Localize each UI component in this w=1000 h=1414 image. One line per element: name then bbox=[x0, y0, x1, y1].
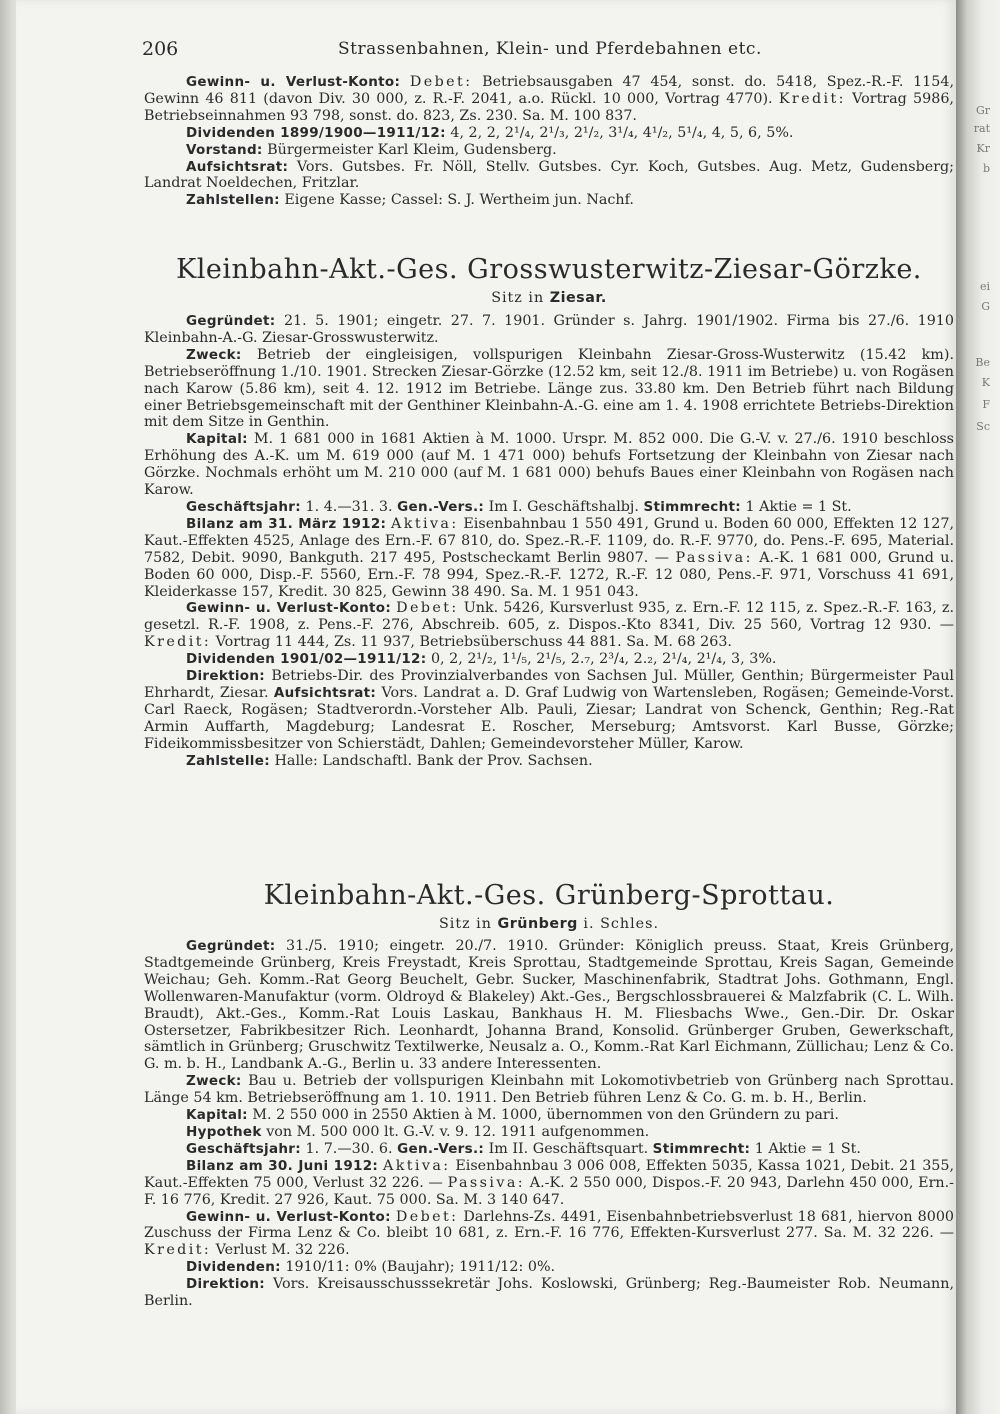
running-head: Strassenbahnen, Klein- und Pferdebahnen etc. bbox=[338, 39, 762, 59]
profit-loss-paragraph: Gewinn- u. Verlust-Konto: Debet: Unk. 5426, Kursverlust 935, z. Ern.-F. 12 115, z. Spez.-R.-F. 163, z. gesetzl. R.-F. 1908, z. Pens.-F. 276, Abschreib. 605, z. Dispos.-Kto 8341, Div. 25 560, Vortrag 12 930. — Kredit: Vortrag 11 444, Zs. 11 937, Betriebsüberschuss 44 881. Sa. M. 68 263. bbox=[144, 600, 954, 651]
margin-fragment: rat bbox=[973, 122, 990, 135]
margin-fragment: Kr bbox=[976, 142, 990, 155]
company-title: Kleinbahn-Akt.-Ges. Grosswusterwitz-Ziesar-Görzke. bbox=[176, 254, 922, 285]
founded-paragraph: Gegründet: 31./5. 1910; eingetr. 20./7. 1910. Gründer: Königlich preuss. Staat, Kreis Grünberg, Stadtgemeinde Grünberg, Kreis Freystadt, Kreis Sprottau, Stadtgemeinde Sprottau, Kreis Sagan, Gemeinde Weichau; Geh. Komm.-Rat Georg Beuchelt, Gebr. Sucker, Maschinenfabrik, Stadtrat Johs. Gothmann, Engl. Wollenwaren-Manufaktur (vorm. Oldroyd & Blakeley) Akt.-Ges., Bergschlossbrauerei & Malzfabrik (C. L. Wilh. Braudt), Akt.-Ges., Komm.-Rat Louis Laskau, Bankhaus H. M. Fliesbachs Wwe., Gen.-Dir. Dr. Oskar Ostersetzer, Fabrikbesitzer Rich. Leonhardt, Johanna Brand, Konsolid. Grünberger Gruben, Gewerkschaft, sämtlich in Grünberg; Gruschwitz Textilwerke, Neusalz a. O., Komm.-Rat Karl Eichmann, Züllichau; Lenz & Co. G. m. b. H., Landbank A.-G., Berlin u. 33 andere Interessenten. bbox=[144, 938, 955, 1073]
facing-page-edge bbox=[956, 0, 1000, 1414]
margin-fragment: G bbox=[981, 300, 990, 313]
company-seat: Sitz in Ziesar. bbox=[491, 290, 607, 306]
balance-paragraph: Bilanz am 31. März 1912: Aktiva: Eisenbahnbau 1 550 491, Grund u. Boden 60 000, Effekten 12 127, Kaut.-Effekten 4525, Anlage des Ern.-F. 67 810, do. Spez.-R.-F. 1109, do. R.-F. 9770, do. Pens.-F. 695, Material. 7582, Debit. 9090, Bankguth. 217 495, Postscheckamt Berlin 9807. — Passiva: A.-K. 1 681 000, Grund u. Boden 60 000, Disp.-F. 5560, Ern.-F. 78 994, Spez.-R.-F. 1272, R.-F. 12 080, Pens.-F. 971, Vorschuss 41 691, Kleiderkasse 157, Kredit. 30 825, Gewinn 38 490. Sa. M. 1 951 043. bbox=[144, 515, 955, 600]
dividends-paragraph: Dividenden 1899/1900—1911/12: 4, 2, 2, 2¹/₄, 2¹/₃, 2¹/₂, 3¹/₄, 4¹/₂, 5¹/₄, 4, 5, 6, 5%. bbox=[186, 124, 794, 141]
company-seat: Sitz in Grünberg i. Schles. bbox=[438, 916, 660, 932]
capital-paragraph: Kapital: M. 1 681 000 in 1681 Aktien à M. 1000. Urspr. M. 852 000. Die G.-V. v. 27./6. 1910 beschloss Erhöhung des A.-K. um M. 619 000 (auf M. 1 471 000) behufs Fortsetzung der Kleinbahn von Ziesar nach Görzke. Nochmals erhöht um M. 210 000 (auf M. 1 681 000) behufs Baues einer Kleinbahn von Rogäsen nach Karow. bbox=[144, 431, 955, 499]
capital-paragraph: Kapital: M. 2 550 000 in 2550 Aktien à M. 1000, übernommen von den Gründern zu pari. bbox=[186, 1107, 839, 1124]
margin-fragment: F bbox=[982, 398, 990, 411]
page-number: 206 bbox=[142, 38, 179, 60]
company-title: Kleinbahn-Akt.-Ges. Grünberg-Sprottau. bbox=[263, 880, 835, 911]
margin-fragment: Be bbox=[975, 356, 990, 369]
purpose-paragraph: Zweck: Bau u. Betrieb der vollspurigen Kleinbahn mit Lokomotivbetrieb von Grünberg nach Sprottau. Länge 54 km. Betriebseröffnung am 1. 10. 1911. Den Betrieb führen Lenz & Co. G. m. b. H., Berlin. bbox=[144, 1073, 954, 1107]
profit-loss-paragraph: Gewinn- u. Verlust-Konto: Debet: Betriebsausgaben 47 454, sonst. do. 5418, Spez.-R.-F. 1154, Gewinn 46 811 (davon Div. 30 000, z. R.-F. 2041, a.o. Rückl. 10 000, Vortrag 4770). Kredit: Vortrag 5986, Betriebseinnahmen 93 798, sonst. do. 823, Zs. 230. Sa. M. 100 837. bbox=[144, 74, 955, 124]
management-paragraph: Direktion: Vors. Kreisausschusssekretär Johs. Koslowski, Grünberg; Reg.-Baumeister Rob. Neumann, Berlin. bbox=[144, 1276, 954, 1310]
balance-paragraph: Bilanz am 30. Juni 1912: Aktiva: Eisenbahnbau 3 006 008, Effekten 5035, Kassa 1021, Debit. 21 355, Kaut.-Effekten 75 000, Verlust 32 226. — Passiva: A.-K. 2 550 000, Dispos.-F. 20 943, Darlehn 450 000, Ern.-F. 16 776, Kredit. 27 926, Kaut. 75 000. Sa. M. 3 140 647. bbox=[144, 1157, 955, 1208]
paying-agents-paragraph: Zahlstellen: Eigene Kasse; Cassel: S. J. Wertheim jun. Nachf. bbox=[186, 192, 634, 209]
margin-fragment: K bbox=[981, 376, 990, 389]
margin-fragment: Sc bbox=[976, 420, 990, 433]
paying-agent-paragraph: Zahlstelle: Halle: Landschaftl. Bank der Prov. Sachsen. bbox=[186, 752, 593, 769]
margin-fragment: Gr bbox=[975, 104, 990, 117]
mortgage-paragraph: Hypothek von M. 500 000 lt. G.-V. v. 9. 12. 1911 aufgenommen. bbox=[186, 1123, 650, 1140]
purpose-paragraph: Zweck: Betrieb der eingleisigen, vollspurigen Kleinbahn Ziesar-Gross-Wusterwitz (15.42 km). Betriebseröffnung 1./10. 1901. Strecken Ziesar-Görzke (12.52 km, seit 12./8. 1911 im Betriebe) u. von Rogäsen nach Karow (5.86 km), seit 4. 12. 1912 im Betriebe. Länge zus. 33.80 km. Den Betrieb führt nach Bildung einer Betriebsgemeinschaft mit der Genthiner Kleinbahn-A.-G. eine am 1. 4. 1908 errichtete Betriebs-Direktion mit dem Sitze in Genthin. bbox=[144, 346, 954, 431]
fiscal-year-paragraph: Geschäftsjahr: 1. 4.—31. 3. Gen.-Vers.: Im I. Geschäftshalbj. Stimmrecht: 1 Aktie = 1 St. bbox=[186, 498, 852, 515]
management-paragraph: Direktion: Betriebs-Dir. des Provinzialverbandes von Sachsen Jul. Müller, Genthin; Bürgermeister Paul Ehrhardt, Ziesar. Aufsichtsrat: Vors. Landrat a. D. Graf Ludwig von Wartensleben, Rogäsen; Gemeinde-Vorst. Carl Raeck, Rogäsen; Stadtverordn.-Vorsteher Alb. Pauli, Ziesar; Landrat von Schenck, Genthin; Reg.-Rat Armin Auffarth, Magdeburg; Landesrat E. Roscher, Merseburg; Amtsvorst. Karl Busse, Görzke; Fideikommissbesitzer von Schierstädt, Dahlen; Gemeindevorsteher Müller, Karow. bbox=[144, 668, 954, 752]
dividends-paragraph: Dividenden 1901/02—1911/12: 0, 2, 2¹/₂, 1¹/₅, 2¹/₅, 2.₇, 2³/₄, 2.₂, 2¹/₄, 2¹/₄, 3, 3%. bbox=[186, 651, 777, 668]
margin-fragment: b bbox=[982, 162, 990, 175]
dividends-paragraph: Dividenden: 1910/11: 0% (Baujahr); 1911/12: 0%. bbox=[186, 1259, 556, 1276]
founded-paragraph: Gegründet: 21. 5. 1901; eingetr. 27. 7. 1901. Gründer s. Jahrg. 1901/1902. Firma bis 27./6. 1910 Kleinbahn-A.-G. Ziesar-Grosswusterwitz. bbox=[144, 313, 955, 346]
company-entry bbox=[144, 313, 954, 769]
continuation-entry bbox=[144, 74, 954, 209]
fiscal-year-paragraph: Geschäftsjahr: 1. 7.—30. 6. Gen.-Vers.: Im II. Geschäftsquart. Stimmrecht: 1 Aktie = 1 St. bbox=[186, 1140, 861, 1157]
company-entry bbox=[144, 938, 954, 1310]
page-header bbox=[124, 38, 944, 62]
board-paragraph: Vorstand: Bürgermeister Karl Kleim, Gudensberg. bbox=[186, 141, 557, 158]
supervisory-board-paragraph: Aufsichtsrat: Vors. Gutsbes. Fr. Nöll, Stellv. Gutsbes. Cyr. Koch, Gutsbes. Aug. Metz, Gudensberg; Landrat Noeldechen, Fritzlar. bbox=[144, 158, 954, 192]
margin-fragment: ei bbox=[979, 280, 990, 293]
profit-loss-paragraph: Gewinn- u. Verlust-Konto: Debet: Darlehns-Zs. 4491, Eisenbahnbetriebsverlust 18 681, hiervon 8000 Zuschuss der Firma Lenz & Co. bleibt 10 681, z. Ern.-F. 16 776, Effekten-Kursverlust 277. Sa. M. 32 226. — Kredit: Verlust M. 32 226. bbox=[144, 1208, 955, 1259]
